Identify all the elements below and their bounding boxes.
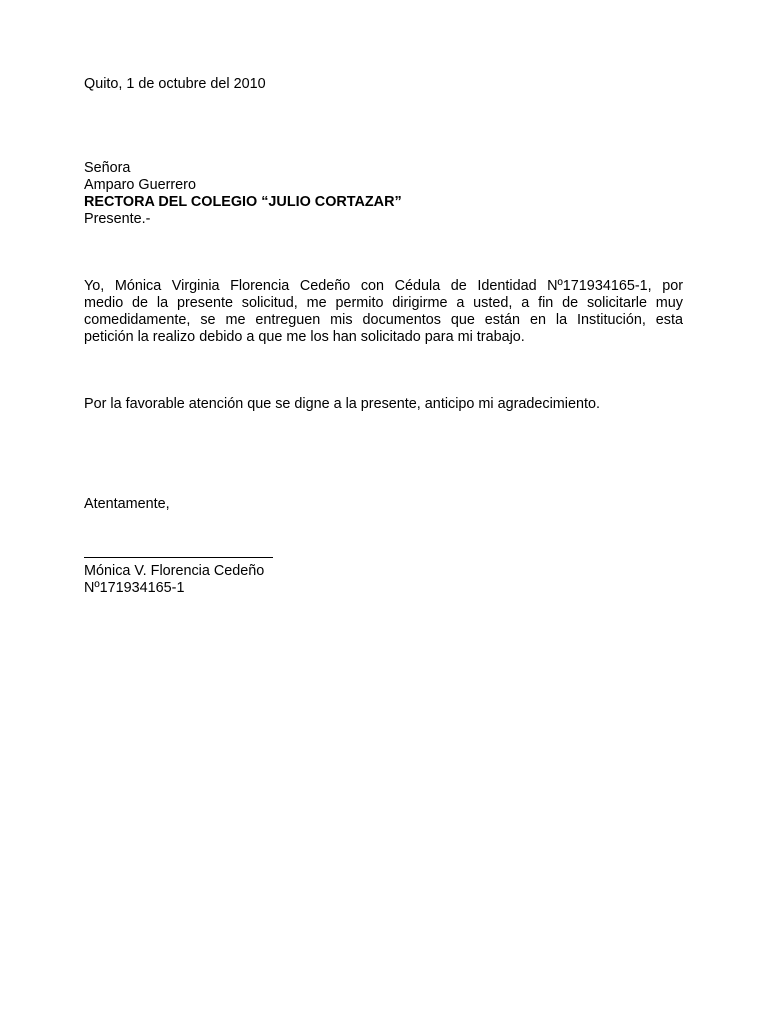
- body-paragraph: [84, 278, 683, 346]
- signature-name: Mónica V. Florencia Cedeño: [84, 563, 265, 579]
- body-line: petición la realizo debido a que me los han solicitado para mi trabajo.: [84, 329, 525, 345]
- recipient-title: RECTORA DEL COLEGIO “JULIO CORTAZAR”: [84, 194, 402, 210]
- recipient-salutation: Señora: [84, 160, 131, 176]
- signature-id: Nº171934165-1: [84, 580, 185, 596]
- letter-date: Quito, 1 de octubre del 2010: [84, 76, 266, 92]
- sign-off: Atentamente,: [84, 496, 170, 512]
- closing-paragraph: Por la favorable atención que se digne a la presente, anticipo mi agradecimiento.: [84, 396, 600, 412]
- recipient-presente: Presente.-: [84, 211, 151, 227]
- body-line: comedidamente, se me entreguen mis documentos que están en la Institución, esta: [84, 312, 683, 328]
- recipient-name: Amparo Guerrero: [84, 177, 196, 193]
- body-line: medio de la presente solicitud, me permito dirigirme a usted, a fin de solicitarle muy: [84, 295, 683, 311]
- body-line: Yo, Mónica Virginia Florencia Cedeño con Cédula de Identidad Nº171934165-1, por: [84, 278, 683, 294]
- signature-line: [84, 557, 273, 558]
